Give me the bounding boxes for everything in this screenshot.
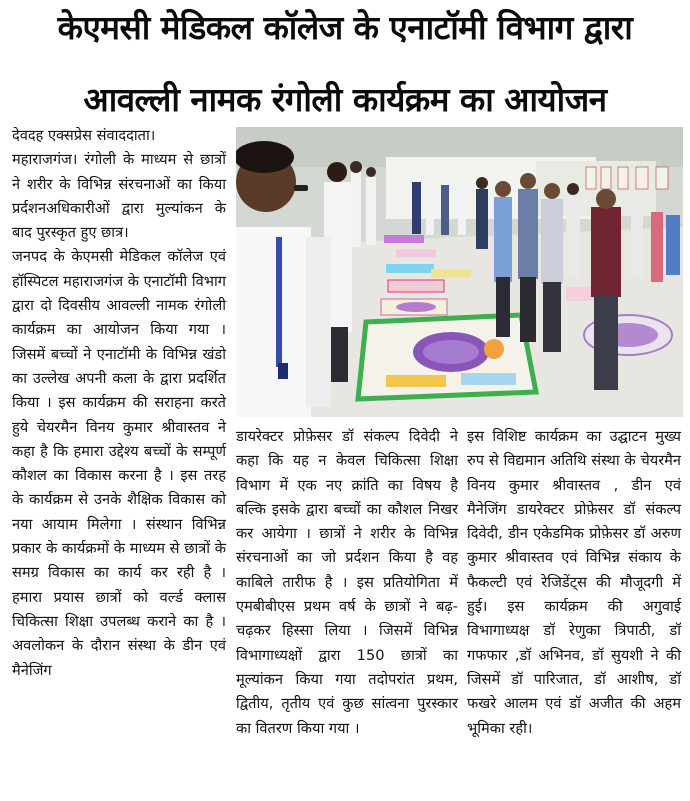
article-paragraph-4: इस विशिष्ट कार्यक्रम का उद्घाटन मुख्य रुप से विद्यमान अतिथि संस्था के चेयरमैन विनय कुमार श्रीवास्तव , डीन एवं मैनेजिंग डायरेक्टर प्रोफ़ेसर डॉ संकल्प दिवेदी, डीन एकेडमिक प्रोफ़ेसर डॉ अरुण कुमार श्रीवास्तव एवं विभिन्न संकाय के फैकल्टी एवं रेजिडेंट्स की मौजूदगी में हुई। इस कार्यक्रम की अगुवाई विभागाध्यक्ष डॉ रेणुका त्रिपाठी, डॉ गफफार ,डॉ अभिनव, डॉ सुयशी ने की जिसमें डॉ पारिजात, डॉ आशीष, डॉ फखरे आलम एवं डॉ अजीत की अहम भूमिका रही। [467, 428, 681, 737]
article-column-3 [467, 425, 681, 741]
article-column-1 [12, 124, 226, 683]
article-paragraph-2: जनपद के केएमसी मेडिकल कॉलेज एवं हॉस्पिटल महाराजगंज के एनाटॉमी विभाग द्वारा दो दिवसीय आवल्ली नामक रंगोली कार्यक्रम का आयोजन किया गया । जिसमें बच्चों ने एनाटॉमी के विभिन्न खंडो का उल्लेख अपनी कला के द्वारा प्रदर्शित किया । इस कार्यक्रम की सराहना करते हुये चेयरमैन विनय कुमार श्रीवास्तव ने कहा है कि हमारा उद्देश्य बच्चों के सम्पूर्ण कौशल का विकास करना है । इस तरह के कार्यक्रम से उनके शैक्षिक विकास को नया आयाम मिलेगा । संस्थान विभिन्न प्रकार के कार्यक्रमों के माध्यम से छात्रों के समग्र विकास का कार्य कर रही है । हमारा प्रयास छात्रों को वर्ल्ड क्लास चिकित्सा शिक्षा उपलब्ध कराने का है । अवलोकन के दौरान संस्था के डीन एवं मैनेजिंग [12, 248, 226, 679]
rangoli-event-photo [236, 127, 683, 417]
article-column-2 [236, 425, 458, 741]
article-paragraph-1: महाराजगंज। रंगोली के माध्यम से छात्रों ने शरीर के विभिन्न संरचनाओं का किया प्रर्दशनअधिकारीओं द्वारा मुल्यांकन के बाद पुरस्कृत हुए छात्र। [12, 151, 226, 242]
article-paragraph-3: डायरेक्टर प्रोफ़ेसर डॉ संकल्प दिवेदी ने कहा कि यह न केवल चिकित्सा शिक्षा विभाग में एक नए क्रांति का विषय है बल्कि इसके द्वारा बच्चों का कौशल निखर कर आयेगा । छात्रों ने शरीर के विभिन्न संरचनाओं का जो प्रर्दशन किया है वह काबिले तारीफ है । इस प्रतियोगिता में एमबीबीएस प्रथम वर्ष के छात्रों ने बढ़-चढ़कर हिस्सा लिया । जिसमें विभिन्न विभागाध्यक्षों द्वारा 150 छात्रों का मूल्यांकन किया गया तदोपरांत प्रथम, द्वितीय, तृतीय एवं कुछ सांत्वना पुरस्कार का वितरण किया गया । [236, 428, 458, 737]
headline-line-1: केएमसी मेडिकल कॉलेज के एनाटॉमी विभाग द्वारा [57, 8, 633, 47]
byline: देवदह एक्सप्रेस संवाददाता। [12, 127, 156, 144]
headline-line-2: आवल्ली नामक रंगोली कार्यक्रम का आयोजन [83, 80, 607, 119]
